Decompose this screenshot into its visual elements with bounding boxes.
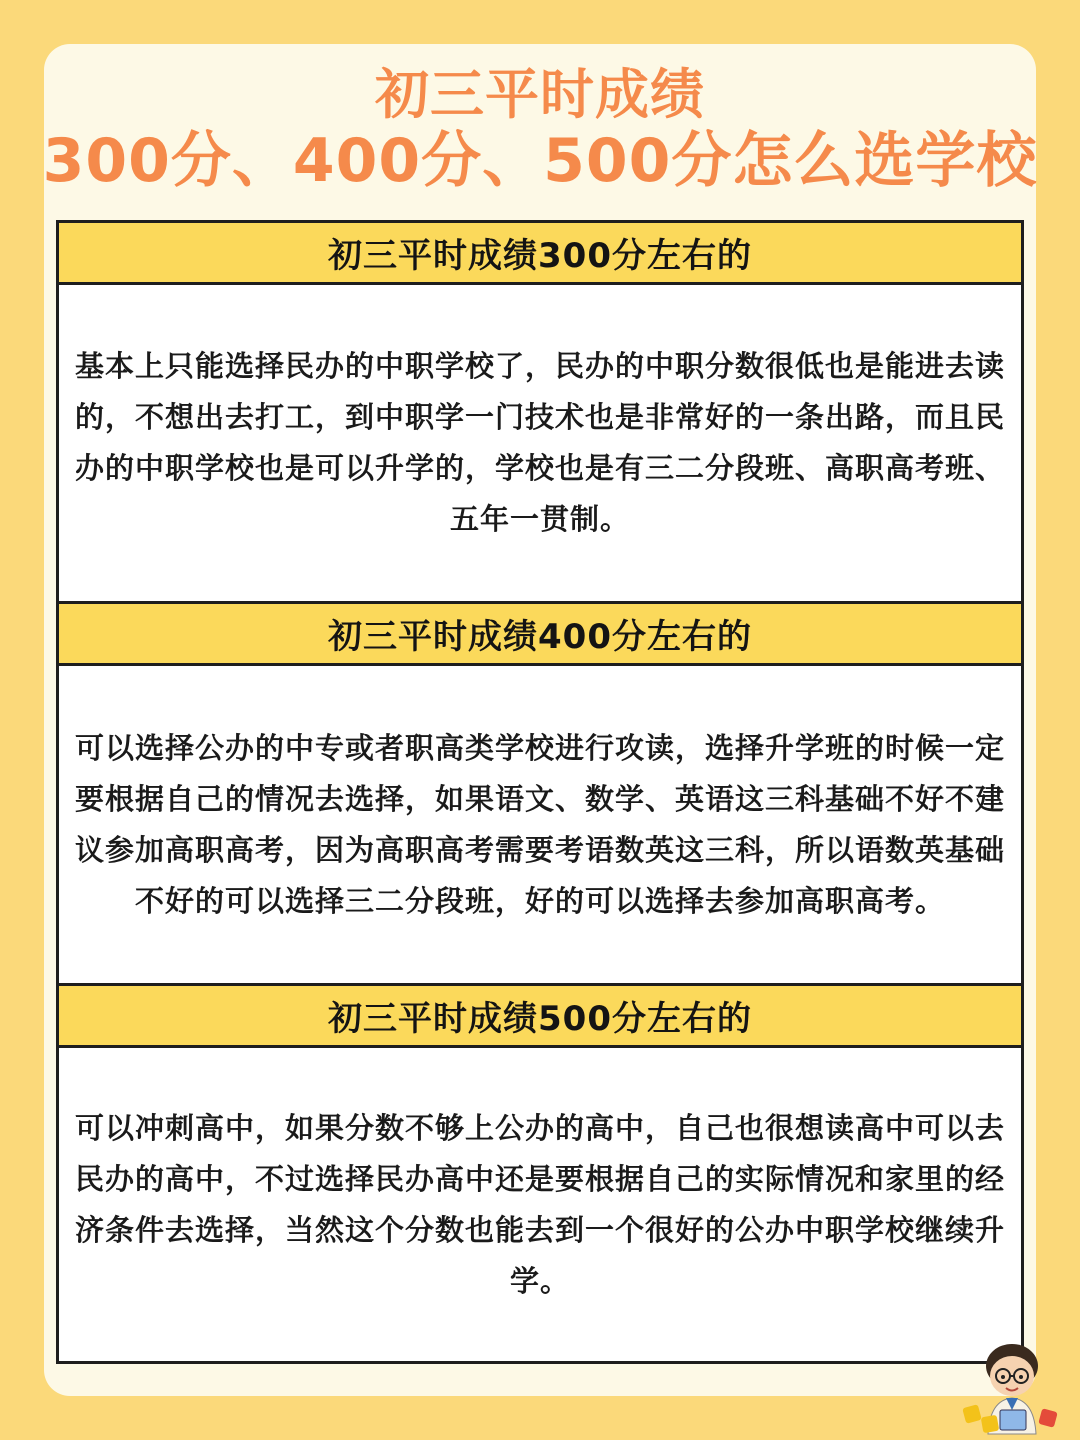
section-500 [56, 983, 1024, 1364]
section-body [59, 1048, 1021, 1361]
section-heading: 初三平时成绩400分左右的 [59, 604, 1021, 666]
page-title-line2: 300分、400分、500分怎么选学校 [42, 126, 1038, 196]
section-heading: 初三平时成绩300分左右的 [59, 223, 1021, 285]
section-400 [56, 601, 1024, 986]
page-title-line1: 初三平时成绩 [375, 63, 705, 126]
section-heading: 初三平时成绩500分左右的 [59, 986, 1021, 1048]
section-text: 可以选择公办的中专或者职高类学校进行攻读，选择升学班的时候一定要根据自己的情况去选择，如果语文、数学、英语这三科基础不好不建议参加高职高考，因为高职高考需要考语数英这三科，所以语数英基础不好的可以选择三二分段班，好的可以选择去参加高职高考。 [74, 730, 1005, 918]
section-text: 基本上只能选择民办的中职学校了，民办的中职分数很低也是能进去读的，不想出去打工，到中职学一门技术也是非常好的一条出路，而且民办的中职学校也是可以升学的，学校也是有三二分段班、高职高考班、五年一贯制。 [74, 349, 1005, 536]
section-text: 可以冲刺高中，如果分数不够上公办的高中，自己也很想读高中可以去民办的高中，不过选择民办高中还是要根据自己的实际情况和家里的经济条件去选择，当然这个分数也能去到一个很好的公办中职学校继续升学。 [74, 1110, 1005, 1298]
section-body [59, 666, 1021, 983]
section-body [59, 285, 1021, 601]
section-300 [56, 220, 1024, 604]
student-mascot-icon [960, 1336, 1070, 1436]
